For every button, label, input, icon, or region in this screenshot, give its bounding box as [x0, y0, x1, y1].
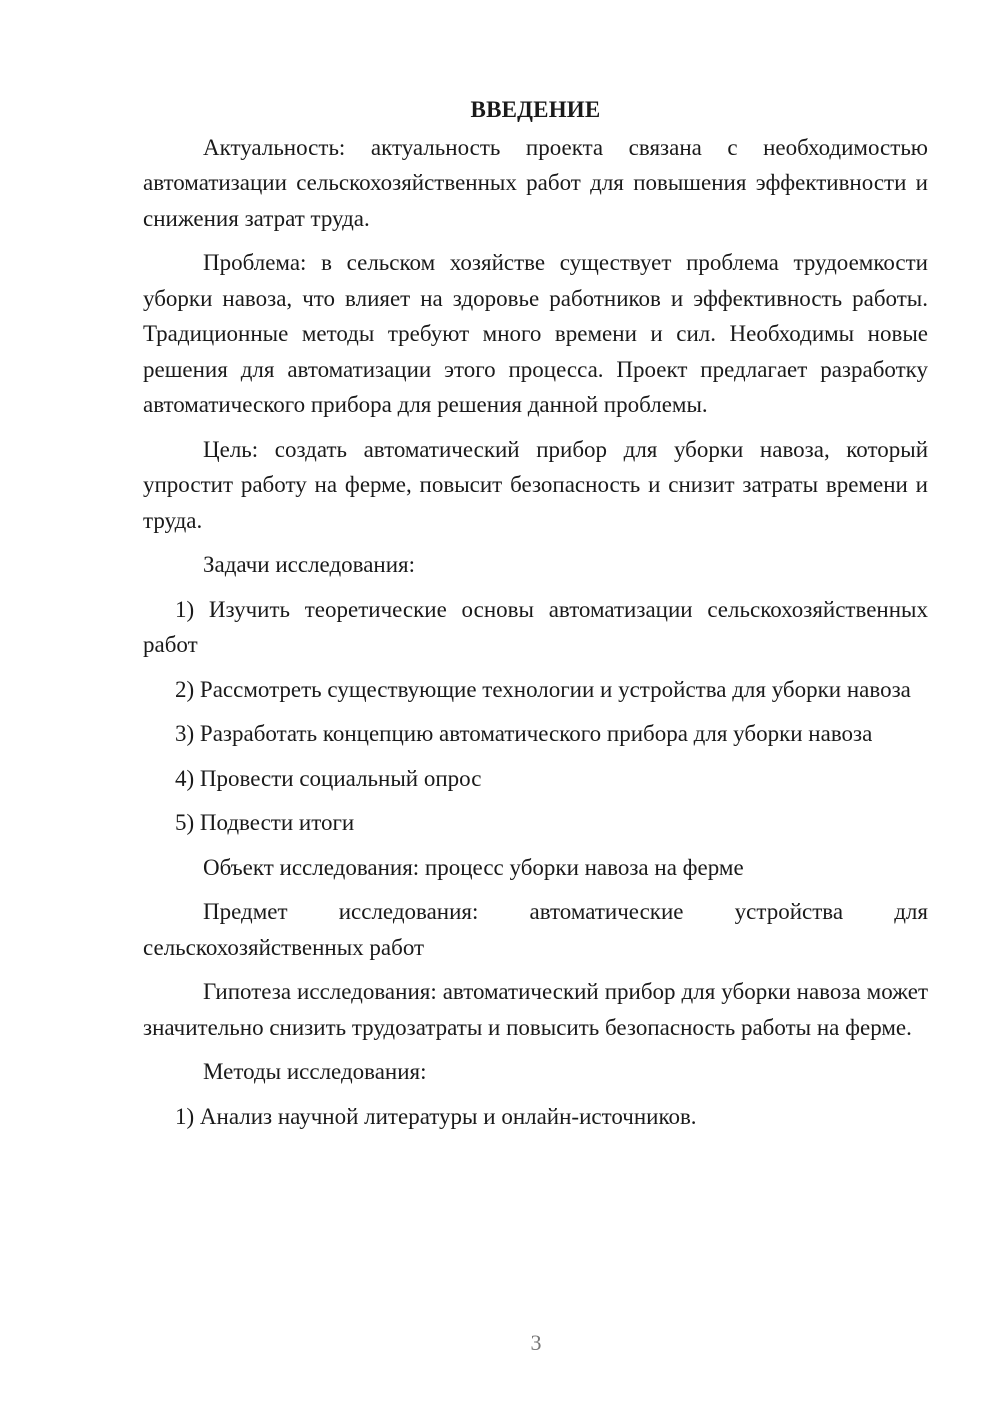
task-item-3: 3) Разработать концепцию автоматического прибора для уборки навоза — [175, 721, 873, 746]
methods-title: Методы исследования: — [203, 1059, 427, 1084]
page-content — [143, 92, 928, 1143]
hypothesis-paragraph: Гипотеза исследования: автоматический прибор для уборки навоза может значительно снизить трудозатраты и повысить безопасность работы на ферме. — [143, 979, 928, 1040]
method-item-1: 1) Анализ научной литературы и онлайн-источников. — [175, 1103, 697, 1129]
tasks-title: Задачи исследования: — [203, 552, 416, 577]
object-paragraph: Объект исследования: процесс уборки навоза на ферме — [203, 854, 744, 880]
section-heading: ВВЕДЕНИЕ — [470, 97, 601, 122]
task-item-1: 1) Изучить теоретические основы автоматизации сельскохозяйственных работ — [143, 596, 928, 657]
problem-paragraph: Проблема: в сельском хозяйстве существует проблема трудоемкости уборки навоза, что влияет на здоровье работников и эффективность работы. Традиционные методы требуют много времени и сил. Необходимы новые решения для автоматизации этого процесса. Проект предлагает разработку автоматического прибора для решения данной проблемы. — [143, 250, 928, 417]
relevance-paragraph: Актуальность: актуальность проекта связана с необходимостью автоматизации сельскохозяйственных работ для повышения эффективности и снижения затрат труда. — [143, 134, 928, 231]
task-item-2: 2) Рассмотреть существующие технологии и устройства для уборки навоза — [175, 676, 911, 702]
goal-paragraph: Цель: создать автоматический прибор для уборки навоза, который упростит работу на ферме, повысит безопасность и снизит затраты времени и труда. — [143, 436, 928, 533]
page-number: 3 — [530, 1330, 542, 1355]
task-item-4: 4) Провести социальный опрос — [175, 765, 482, 791]
task-item-5: 5) Подвести итоги — [175, 810, 355, 835]
subject-paragraph: Предмет исследования: автоматические устройства для сельскохозяйственных работ — [143, 899, 928, 960]
